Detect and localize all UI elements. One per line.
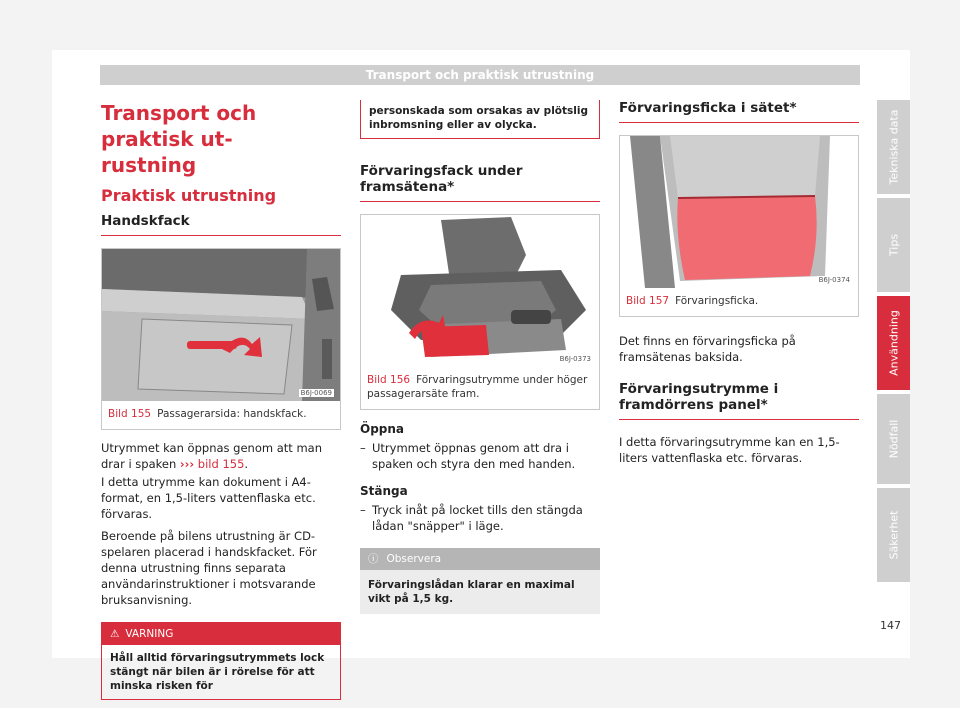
seat-drawer-illustration (361, 215, 599, 367)
subsection-title-ficka: Förvaringsficka i sätet* (619, 100, 859, 123)
note-text: Förvaringslådan klarar en maximal vikt på 1,5 kg. (368, 579, 575, 605)
image-code: B6J-0374 (818, 276, 850, 284)
paragraph-2: I detta utrymme kan dokument i A4-format, en 1,5-liters vattenflaska etc. förvaras. (101, 475, 316, 521)
warning-header: ⚠ VARNING (102, 623, 340, 645)
caption-text: Passagerarsida: handskfack. (157, 408, 307, 420)
paragraph-dorr: I detta förvaringsutrymme kan en 1,5-liters vattenflaska etc. förvaras. (619, 435, 840, 465)
figure-caption (102, 401, 340, 429)
subsection-title-dorr: Förvaringsutrymme i framdörrens panel* (619, 381, 859, 420)
image-code: B6J-0373 (559, 355, 591, 363)
side-tab-tekniska-data[interactable]: Tekniska data (877, 100, 910, 194)
note-header: ⓘ Observera (360, 548, 600, 570)
paragraph-1: Utrymmet kan öppnas genom att man drar i spaken ››› bild 155. (101, 441, 322, 471)
glovebox-illustration (102, 249, 340, 401)
paragraph-ficka: Det finns en förvaringsficka på framsätenas baksida. (619, 334, 796, 364)
subsection-title-framsaten: Förvaringsfack under framsätena* (360, 163, 600, 202)
warning-box-continued (360, 100, 600, 139)
warning-text: Håll alltid förvaringsutrymmets lock stängt när bilen är i rörelse för att minska risken för (110, 652, 325, 692)
chapter-title: Transport och praktisk ut- rustning (101, 101, 257, 177)
figure-number: Bild 156 (367, 374, 411, 386)
side-tab-tips[interactable]: Tips (877, 198, 910, 292)
caption-text: Förvaringsficka. (675, 295, 759, 307)
column-2 (360, 100, 600, 614)
caption-text: Förvaringsutrymme under höger passagerarsäte fram. (367, 374, 588, 400)
close-heading: Stänga (360, 484, 408, 498)
side-tab-nodfall[interactable]: Nödfall (877, 394, 910, 484)
figure-157 (619, 135, 859, 317)
paragraph-3: Beroende på bilens utrustning är CD-spelaren placerad i handskfacket. För denna utrustning finns separata användarinstruktioner i motsvarande bruksanvisning. (101, 529, 317, 607)
subsection-title-handskfack: Handskfack (101, 213, 341, 236)
column-1 (101, 100, 341, 700)
page-number: 147 (880, 619, 901, 632)
seat-pocket-illustration (620, 136, 858, 288)
info-icon: ⓘ (368, 553, 379, 565)
warning-text-continued: personskada som orsakas av plötslig inbromsning eller av olycka. (369, 105, 588, 131)
column-3 (619, 100, 859, 466)
figure-number: Bild 157 (626, 295, 670, 307)
figure-156 (360, 214, 600, 410)
open-step: – Utrymmet öppnas genom att dra i spaken och styra den med handen. (360, 441, 576, 471)
figure-caption (361, 367, 599, 409)
figure-caption (620, 288, 858, 316)
side-tab-anvandning[interactable]: Användning (877, 296, 910, 390)
figure-155 (101, 248, 341, 430)
section-title: Praktisk utrustning (101, 186, 277, 205)
side-tab-sakerhet[interactable]: Säkerhet (877, 488, 910, 582)
open-heading: Öppna (360, 422, 405, 436)
warning-box (101, 622, 341, 700)
note-box (360, 548, 600, 614)
running-header: Transport och praktisk utrustning (100, 65, 860, 85)
figure-number: Bild 155 (108, 408, 152, 420)
image-code: B6J-0069 (300, 389, 332, 397)
warning-triangle-icon: ⚠ (110, 628, 120, 640)
figure-reference-link[interactable]: ››› bild 155 (179, 457, 245, 471)
close-step: – Tryck inåt på locket tills den stängda lådan "snäpper" i läge. (360, 503, 583, 533)
